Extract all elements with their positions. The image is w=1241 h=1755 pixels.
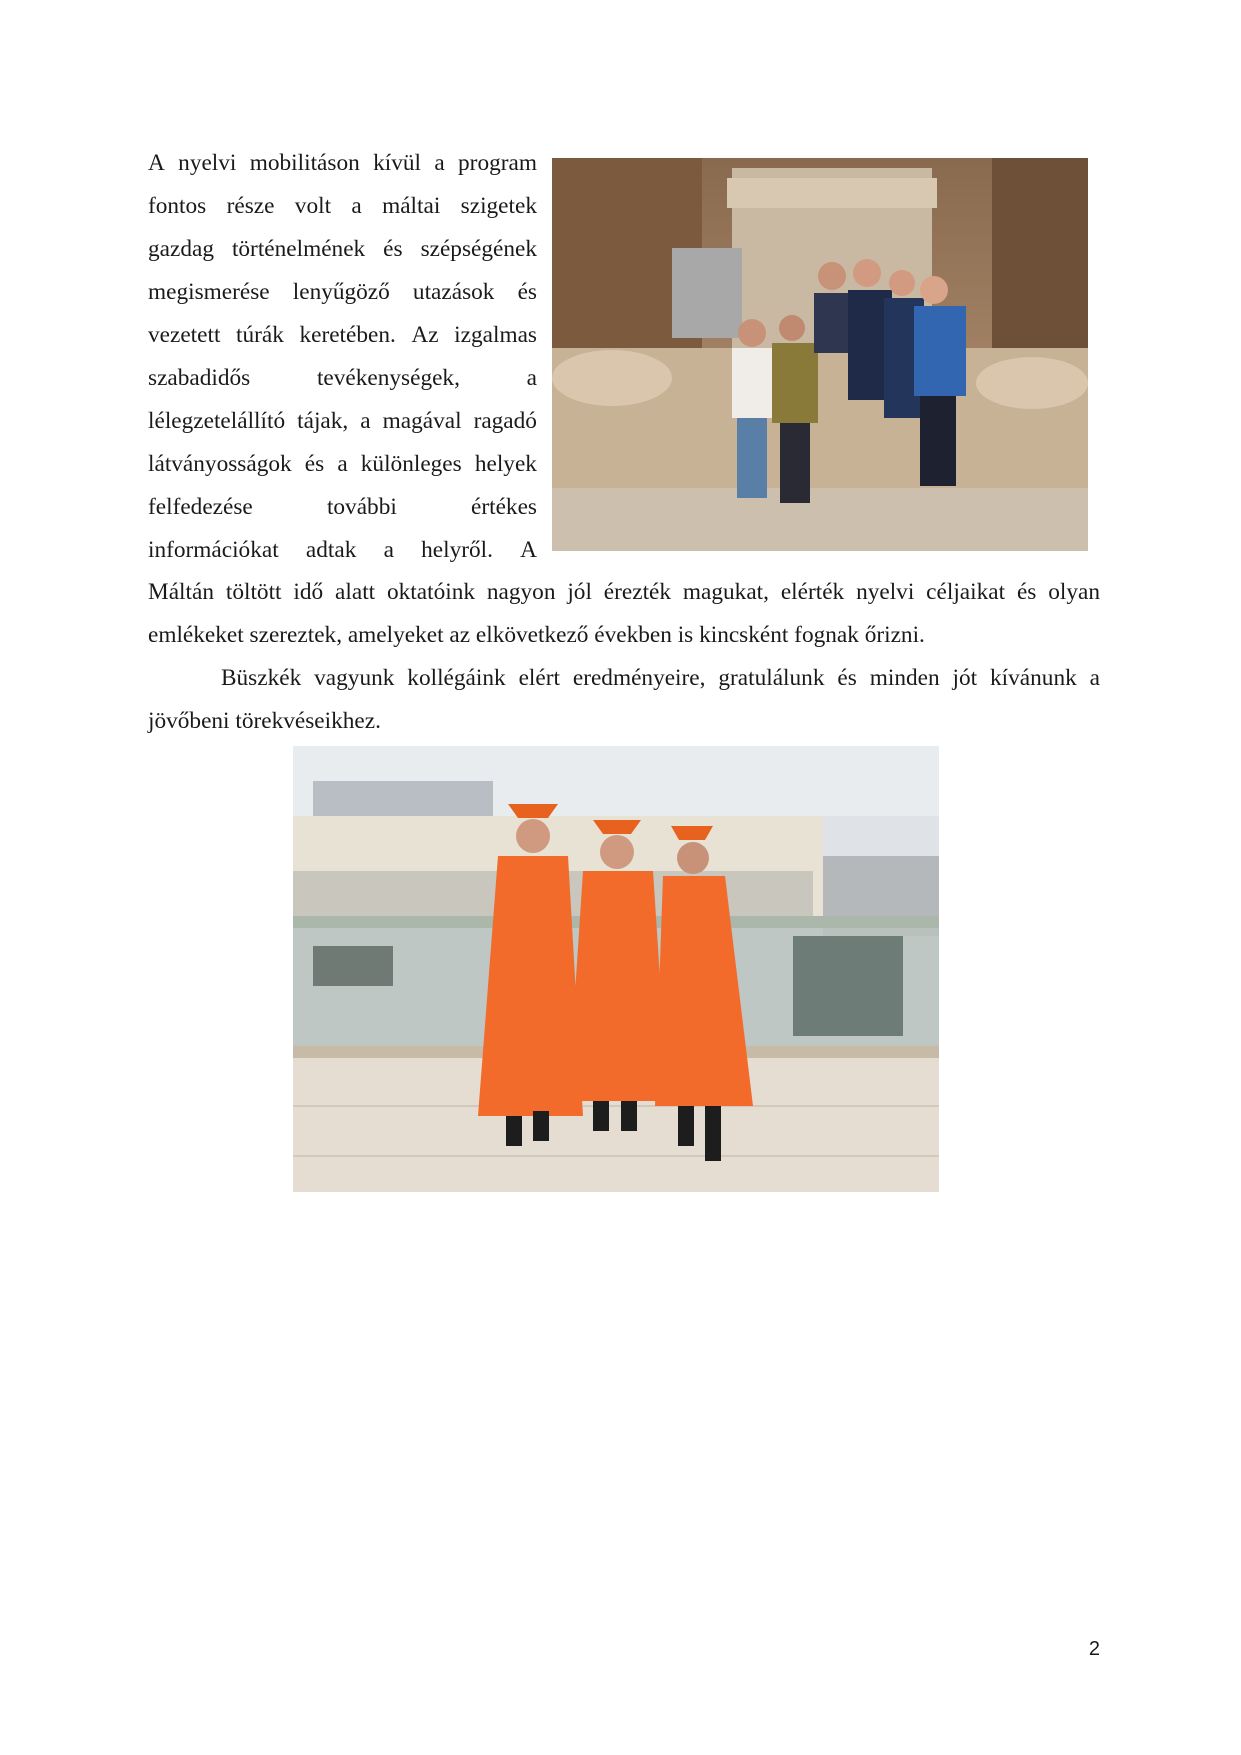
paragraph-1-word: további bbox=[326, 494, 397, 520]
paragraph-1-word: keretében. bbox=[299, 322, 396, 348]
graduation-photo bbox=[293, 746, 939, 1192]
paragraph-1-word: Az bbox=[411, 322, 439, 348]
paragraph-1-word: volt bbox=[294, 193, 332, 219]
paragraph-1-word: adtak bbox=[305, 537, 357, 563]
paragraph-1-line-12: emlékeket szereztek, amelyeket az elkövetkező években is kincsként fognak őrizni. bbox=[148, 622, 925, 648]
paragraph-1-word: és bbox=[304, 451, 325, 477]
paragraph-1-word: utazások bbox=[412, 279, 495, 305]
paragraph-1-line-text: Máltán töltött idő alatt oktatóink nagyon jól érezték magukat, elérték nyelvi céljaikat és olyan bbox=[148, 579, 1100, 605]
paragraph-1-line-3 bbox=[148, 234, 537, 264]
group-photo-stone-wall bbox=[552, 158, 1088, 551]
paragraph-1-word: helyről. bbox=[421, 537, 493, 563]
paragraph-1-line-2 bbox=[148, 191, 537, 221]
paragraph-1-word: vezetett bbox=[148, 322, 221, 348]
paragraph-1-word: izgalmas bbox=[454, 322, 537, 348]
paragraph-1-word: szigetek bbox=[460, 193, 537, 219]
paragraph-1-word: és bbox=[383, 236, 403, 262]
paragraph-1-line-5 bbox=[148, 320, 537, 350]
paragraph-1-line-6 bbox=[148, 363, 537, 393]
paragraph-1-word: különleges bbox=[360, 451, 462, 477]
paragraph-1-word: a bbox=[526, 365, 537, 391]
paragraph-1-word: fontos bbox=[148, 193, 207, 219]
paragraph-1-word: mobilitáson bbox=[249, 150, 360, 176]
paragraph-1-word: lélegzetelállító bbox=[148, 408, 286, 434]
paragraph-1-word: program bbox=[458, 150, 537, 176]
paragraph-1-word: a bbox=[351, 193, 362, 219]
paragraph-1-word: felfedezése bbox=[148, 494, 253, 520]
paragraph-1-line-9 bbox=[148, 492, 537, 522]
paragraph-1-line-11 bbox=[148, 577, 1100, 607]
paragraph-1-word: helyek bbox=[474, 451, 537, 477]
paragraph-1-line-10 bbox=[148, 535, 537, 565]
paragraph-1-word: magával bbox=[382, 408, 462, 434]
paragraph-1-word: szabadidős bbox=[148, 365, 251, 391]
paragraph-1-word: A bbox=[520, 537, 537, 563]
paragraph-1-word: nyelvi bbox=[178, 150, 237, 176]
paragraph-1-line-8 bbox=[148, 449, 537, 479]
paragraph-1-word: látványosságok bbox=[148, 451, 292, 477]
paragraph-1-word: a bbox=[360, 408, 371, 434]
group-photo-stone-wall-image bbox=[552, 158, 1088, 551]
paragraph-1-word: tevékenységek, bbox=[316, 365, 460, 391]
paragraph-1-word: A bbox=[148, 150, 165, 176]
paragraph-1-word: információkat bbox=[148, 537, 279, 563]
paragraph-1-word: a bbox=[383, 537, 394, 563]
paragraph-1-word: tájak, bbox=[297, 408, 349, 434]
paragraph-1-word: máltai bbox=[382, 193, 441, 219]
paragraph-1-word: szépségének bbox=[420, 236, 537, 262]
paragraph-2-line-1 bbox=[221, 663, 1100, 693]
paragraph-1-word: része bbox=[226, 193, 275, 219]
paragraph-1-word: a bbox=[337, 451, 348, 477]
paragraph-1-word: értékes bbox=[471, 494, 537, 520]
paragraph-1-word: kívül bbox=[373, 150, 421, 176]
paragraph-2-line-2: jövőbeni törekvéseikhez. bbox=[148, 708, 381, 734]
paragraph-1-word: gazdag bbox=[148, 236, 214, 262]
graduation-photo-image bbox=[293, 746, 939, 1192]
paragraph-1-line-1 bbox=[148, 148, 537, 178]
paragraph-1-word: megismerése bbox=[148, 279, 270, 305]
paragraph-1-word: a bbox=[434, 150, 445, 176]
paragraph-1-word: történelmének bbox=[231, 236, 366, 262]
page-number: 2 bbox=[1088, 1638, 1100, 1660]
paragraph-1-line-7 bbox=[148, 406, 537, 436]
paragraph-1-word: ragadó bbox=[473, 408, 537, 434]
paragraph-1-word: és bbox=[517, 279, 537, 305]
paragraph-1-word: lenyűgöző bbox=[292, 279, 390, 305]
paragraph-2-line-text: Büszkék vagyunk kollégáink elért eredményeire, gratulálunk és minden jót kívánunk a bbox=[221, 665, 1100, 691]
paragraph-1-word: túrák bbox=[236, 322, 284, 348]
paragraph-1-line-4 bbox=[148, 277, 537, 307]
